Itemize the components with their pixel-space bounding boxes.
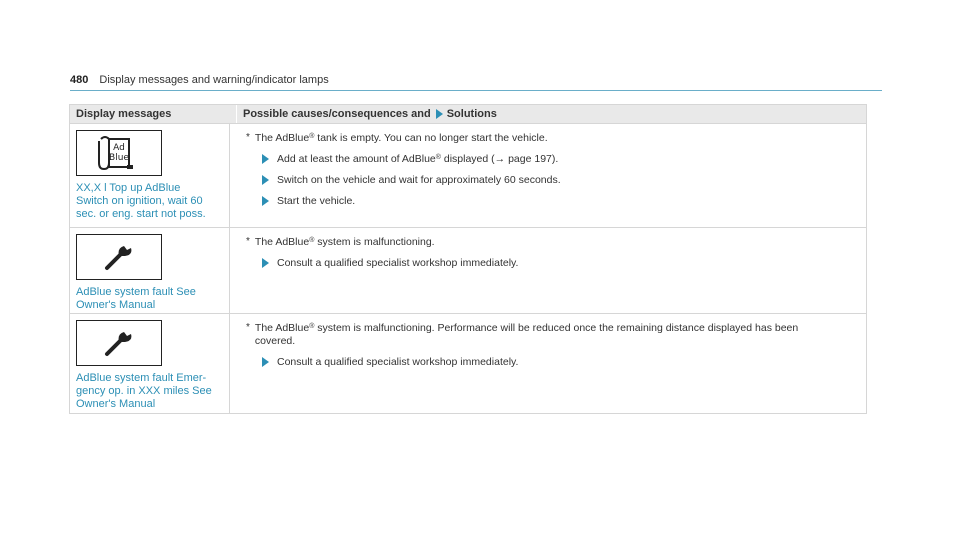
registered-mark: ® xyxy=(435,154,441,161)
registered-mark: ® xyxy=(309,237,315,244)
wrench-icon xyxy=(76,234,162,280)
display-message xyxy=(76,286,229,312)
column-header-causes-label: Possible causes/consequences and xyxy=(243,108,431,120)
solution-arrow-icon xyxy=(436,109,443,119)
message-cell xyxy=(70,314,230,413)
cause-part: system is malfunctioning. xyxy=(314,236,435,248)
step-arrow-icon xyxy=(262,357,269,367)
column-header-causes xyxy=(236,105,866,123)
cause-part: The AdBlue xyxy=(254,132,310,144)
solution-step xyxy=(262,195,866,208)
step-text: Switch on the vehicle and wait for approximately 60 seconds. xyxy=(277,174,561,186)
message-line: Owner's Manual xyxy=(76,299,156,311)
step-text: Consult a qualified specialist workshop immediately. xyxy=(277,257,519,269)
step-arrow-icon xyxy=(262,258,269,268)
registered-mark: ® xyxy=(309,323,315,330)
message-line: sec. or eng. start not poss. xyxy=(76,208,206,220)
wrench-icon xyxy=(76,320,162,366)
solution-step xyxy=(262,257,866,270)
cause-part: tank is empty. You can no longer start the vehicle. xyxy=(314,132,548,144)
step-part: displayed ( xyxy=(440,153,495,165)
cause-text xyxy=(246,322,866,348)
bullet-star: * xyxy=(246,132,250,143)
solution-step xyxy=(262,153,866,166)
step-text: Consult a qualified specialist workshop immediately. xyxy=(277,356,519,368)
column-header-messages: Display messages xyxy=(76,108,172,120)
message-line: XX,X l Top up AdBlue xyxy=(76,182,181,194)
adblue-tank-icon xyxy=(76,130,162,176)
cause-cell xyxy=(230,124,866,227)
step-part: Add at least the amount of AdBlue xyxy=(277,153,436,165)
display-message xyxy=(76,372,229,411)
step-text: Start the vehicle. xyxy=(277,195,356,207)
message-line: Switch on ignition, wait 60 xyxy=(76,195,203,207)
page-ref-arrow: → xyxy=(494,153,506,165)
page-header xyxy=(70,74,882,91)
column-header-solutions-label: Solutions xyxy=(446,108,497,120)
message-line: AdBlue system fault Emer- xyxy=(76,372,207,384)
step-arrow-icon xyxy=(262,154,269,164)
message-line: Owner's Manual xyxy=(76,398,156,410)
table-header xyxy=(70,105,866,123)
cause-text xyxy=(246,132,866,145)
table-row xyxy=(70,227,866,313)
page-number: 480 xyxy=(70,74,89,86)
cause-cell xyxy=(230,228,866,313)
cause-part: system is malfunctioning. Performance will be reduced once the remaining distance displayed has been xyxy=(314,322,799,334)
table-row xyxy=(70,123,866,227)
step-arrow-icon xyxy=(262,196,269,206)
icon-text-blue: Blue xyxy=(109,153,129,163)
table-row xyxy=(70,313,866,413)
cause-text xyxy=(246,236,866,249)
solution-step xyxy=(262,356,866,369)
display-message xyxy=(76,182,229,221)
cause-part: covered. xyxy=(254,335,296,347)
bullet-star: * xyxy=(246,236,250,247)
display-messages-table xyxy=(69,104,867,414)
message-cell xyxy=(70,228,230,313)
registered-mark: ® xyxy=(309,133,315,140)
message-line: AdBlue system fault See xyxy=(76,286,196,298)
step-arrow-icon xyxy=(262,175,269,185)
page-reference-link[interactable]: page 197). xyxy=(505,153,559,165)
icon-text-ad: Ad xyxy=(113,143,125,153)
message-line: gency op. in XXX miles See xyxy=(76,385,212,397)
solution-step xyxy=(262,174,866,187)
page-header-title: Display messages and warning/indicator lamps xyxy=(99,74,329,86)
cause-part: The AdBlue xyxy=(254,322,310,334)
bullet-star: * xyxy=(246,322,250,333)
message-cell xyxy=(70,124,230,227)
cause-part: The AdBlue xyxy=(254,236,310,248)
cause-cell xyxy=(230,314,866,413)
